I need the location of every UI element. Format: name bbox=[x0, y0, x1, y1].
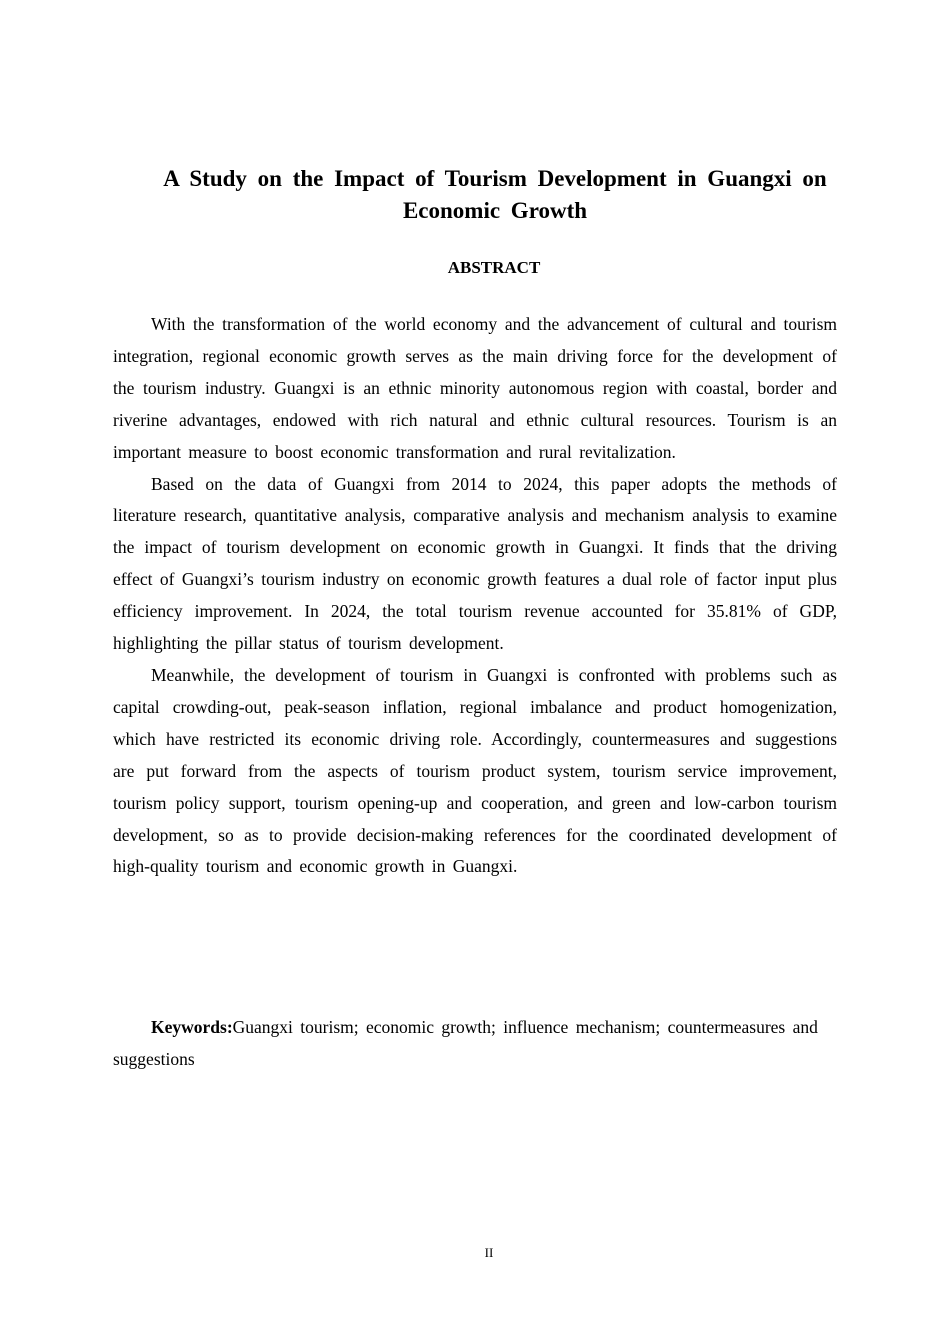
keywords-text: Guangxi tourism; economic growth; influence mechanism; countermeasures and suggestions bbox=[113, 1017, 818, 1069]
keywords-label: Keywords: bbox=[151, 1017, 233, 1037]
abstract-heading: ABSTRACT bbox=[447, 258, 541, 277]
abstract-body bbox=[113, 309, 837, 883]
page-title: A Study on the Impact of Tourism Development in Guangxi on Economic Growth bbox=[163, 166, 827, 223]
abstract-paragraph-3: Meanwhile, the development of tourism in Guangxi is confronted with problems such as capital crowding-out, peak-season inflation, regional imbalance and product homogenization, which have restricted its economic driving role. Accordingly, countermeasures and suggestions are put forward from the aspects of tourism product system, tourism service improvement, tourism policy support, tourism opening-up and cooperation, and green and low-carbon tourism development, so as to provide decision-making references for the coordinated development of high-quality tourism and economic growth in Guangxi. bbox=[113, 664, 837, 877]
abstract-paragraph-2: Based on the data of Guangxi from 2014 to 2024, this paper adopts the methods of literature research, quantitative analysis, comparative analysis and mechanism analysis to examine the impact of tourism development on economic growth in Guangxi. It finds that the driving effect of Guangxi’s tourism industry on economic growth features a dual role of factor input plus efficiency improvement. In 2024, the total tourism revenue accounted for 35.81% of GDP, highlighting the pillar status of tourism development. bbox=[113, 473, 837, 654]
page-number: II bbox=[484, 1245, 494, 1260]
keywords-line bbox=[113, 1012, 837, 1076]
abstract-paragraph-1: With the transformation of the world economy and the advancement of cultural and tourism integration, regional economic growth serves as the main driving force for the development of the tourism industry. Guangxi is an ethnic minority autonomous region with coastal, border and riverine advantages, endowed with rich natural and ethnic cultural resources. Tourism is an important measure to boost economic transformation and rural revitalization. bbox=[113, 314, 837, 462]
